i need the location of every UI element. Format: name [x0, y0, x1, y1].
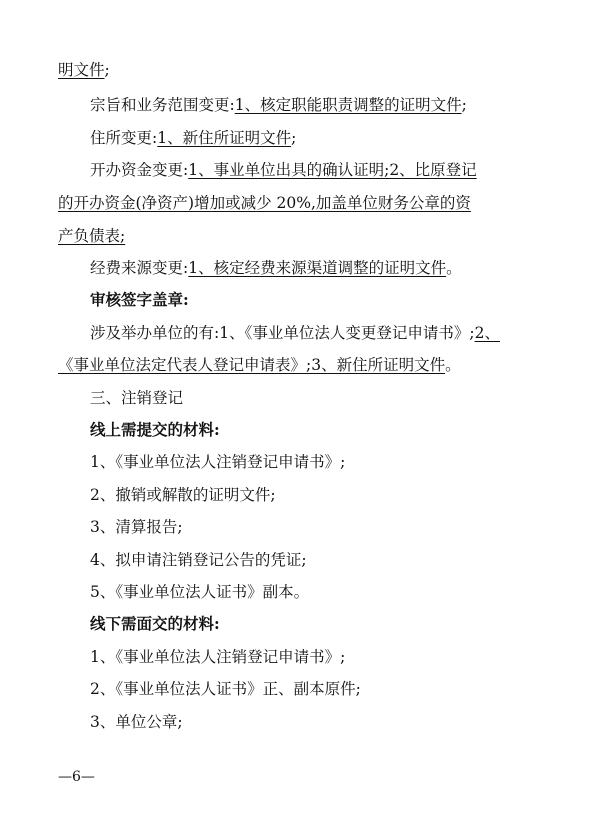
section-heading: 审核签字盖章:: [90, 290, 189, 309]
text-line: [58, 60, 548, 80]
text: ;: [104, 61, 110, 79]
text: 1、《事业单位法人变更登记申请书》;: [219, 324, 475, 342]
underlined-text: 的开办资金(净资产)增加或减少 20%,加盖单位财务公章的资: [58, 194, 471, 212]
page-number: —6—: [58, 769, 95, 785]
text-line: [58, 193, 548, 213]
label: 宗旨和业务范围变更:: [90, 96, 235, 114]
section-heading: 线下需面交的材料:: [90, 614, 220, 633]
text-line: [58, 355, 548, 375]
list-item: 1、《事业单位法人注销登记申请书》;: [90, 648, 346, 666]
text: ;: [461, 96, 467, 114]
underlined-text: 1、核定经费来源渠道调整的证明文件: [188, 259, 447, 277]
list-item: 2、撤销或解散的证明文件;: [90, 486, 276, 504]
text-line: [90, 323, 580, 343]
text-line: [90, 258, 580, 278]
underlined-text: 明文件: [58, 61, 105, 79]
text-line: [90, 95, 580, 115]
text-line: [90, 160, 580, 180]
underlined-text: 1、新住所证明文件: [157, 129, 292, 147]
underlined-text: 1、事业单位出具的确认证明;2、比原登记: [188, 161, 477, 179]
list-item: 1、《事业单位法人注销登记申请书》;: [90, 453, 346, 471]
underlined-text: 《事业单位法定代表人登记申请表》;3、新住所证明文件: [58, 356, 446, 374]
label: 经费来源变更:: [90, 259, 189, 277]
label: 开办资金变更:: [90, 161, 189, 179]
underlined-text: 1、核定职能职责调整的证明文件: [234, 96, 462, 114]
list-item: 2、《事业单位法人证书》正、副本原件;: [90, 680, 361, 698]
list-item: 3、清算报告;: [90, 518, 183, 536]
list-item: 3、单位公章;: [90, 713, 183, 731]
list-item: 4、拟申请注销登记公告的凭证;: [90, 551, 307, 569]
label: 住所变更:: [90, 129, 158, 147]
text-line: [90, 128, 580, 148]
text: 。: [445, 356, 461, 374]
text-line: [58, 226, 548, 246]
section-title: 三、注销登记: [90, 389, 184, 407]
text: ;: [291, 129, 297, 147]
section-heading: 线上需提交的材料:: [90, 420, 220, 439]
underlined-text: 2、: [474, 324, 500, 342]
text: 。: [446, 259, 462, 277]
list-item: 5、《事业单位法人证书》副本。: [90, 583, 310, 601]
label: 涉及举办单位的有:: [90, 324, 220, 342]
underlined-text: 产负债表;: [58, 227, 126, 245]
